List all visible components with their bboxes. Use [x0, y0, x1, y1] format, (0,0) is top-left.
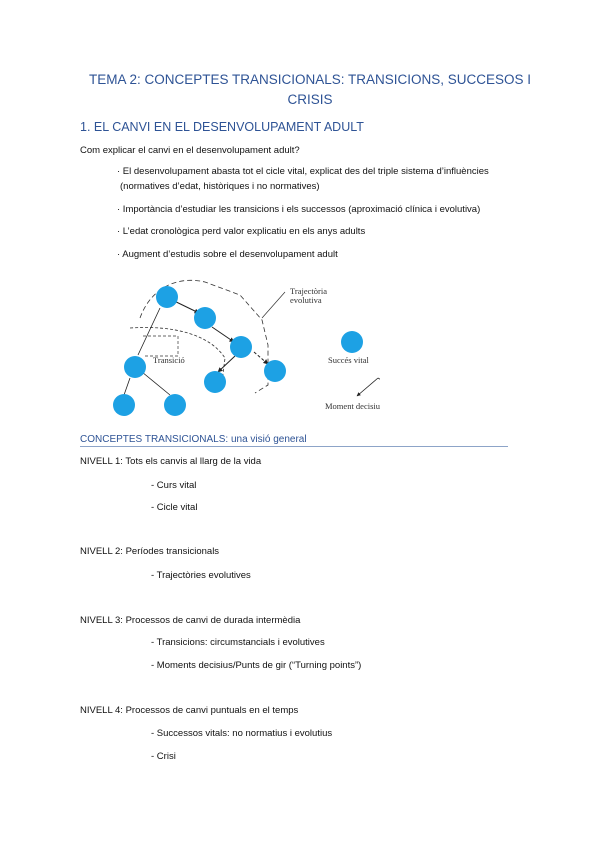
- level-2-title: NIVELL 2: Períodes transicionals: [80, 546, 220, 557]
- node-life-event: [341, 331, 363, 353]
- node-2: [194, 307, 216, 329]
- level-1-title: NIVELL 1: Tots els canvis al llarg de la vida: [80, 456, 262, 467]
- bullet-1-line-1: · El desenvolupament abasta tot el cicle vital, explicat des del triple sistema d’influències: [117, 166, 489, 177]
- label-trajectory-1: Trajectòria: [290, 286, 327, 296]
- label-transition: Transició: [153, 355, 185, 365]
- bullet-3: · L’edat cronològica perd valor explicatiu en els anys adults: [117, 226, 366, 237]
- level-1-item-2: - Cicle vital: [151, 502, 198, 513]
- node-5: [204, 371, 226, 393]
- transition-dashed-box: [143, 336, 178, 356]
- level-1-item-1: - Curs vital: [151, 480, 197, 491]
- edge-3: [212, 327, 234, 342]
- bullet-4: · Augment d’estudis sobre el desenvolupament adult: [117, 249, 338, 260]
- trajectory-pointer-line: [262, 292, 285, 318]
- level-3-title: NIVELL 3: Processos de canvi de durada intermèdia: [80, 615, 301, 626]
- node-3: [230, 336, 252, 358]
- edge-7: [142, 372, 170, 395]
- level-4-item-2: - Crisi: [151, 751, 176, 762]
- edge-6: [124, 378, 130, 395]
- node-8: [164, 394, 186, 416]
- subsection-heading: CONCEPTES TRANSICIONALS: una visió general: [80, 434, 508, 447]
- level-4-title: NIVELL 4: Processos de canvi puntuals en el temps: [80, 705, 299, 716]
- level-3-item-1: - Transicions: circumstancials i evolutives: [151, 637, 325, 648]
- level-2-item-1: - Trajectòries evolutives: [151, 570, 251, 581]
- level-4-item-1: - Successos vitals: no normatius i evolutius: [151, 728, 333, 739]
- document-title: [60, 70, 560, 110]
- node-6: [264, 360, 286, 382]
- node-4: [124, 356, 146, 378]
- question-text: Com explicar el canvi en el desenvolupament adult?: [80, 145, 300, 156]
- decisive-left-arrow: [357, 378, 378, 396]
- level-3-item-2: - Moments decisius/Punts de gir (“Turning points”): [151, 660, 362, 671]
- section-heading: 1. EL CANVI EN EL DESENVOLUPAMENT ADULT: [80, 120, 364, 134]
- transition-diagram: [100, 268, 380, 428]
- label-trajectory-2: evolutiva: [290, 295, 322, 305]
- label-life-event: Succés vital: [328, 355, 369, 365]
- diagram-nodes: [113, 286, 363, 416]
- title-line-2: CRISIS: [287, 92, 333, 107]
- node-7: [113, 394, 135, 416]
- label-decisive-moment: Moment decisiu: [325, 401, 380, 411]
- edge-4: [218, 356, 235, 372]
- decisive-right-arrow: [378, 378, 380, 395]
- node-1: [156, 286, 178, 308]
- bullet-1-line-2: (normatives d’edat, històriques i no normatives): [120, 181, 320, 192]
- edge-5: [254, 352, 268, 364]
- bullet-2: · Importància d’estudiar les transicions i els successos (aproximació clínica i evolutiva): [117, 204, 481, 215]
- title-line-1: TEMA 2: CONCEPTES TRANSICIONALS: TRANSICIONS, SUCCESOS I: [88, 72, 532, 87]
